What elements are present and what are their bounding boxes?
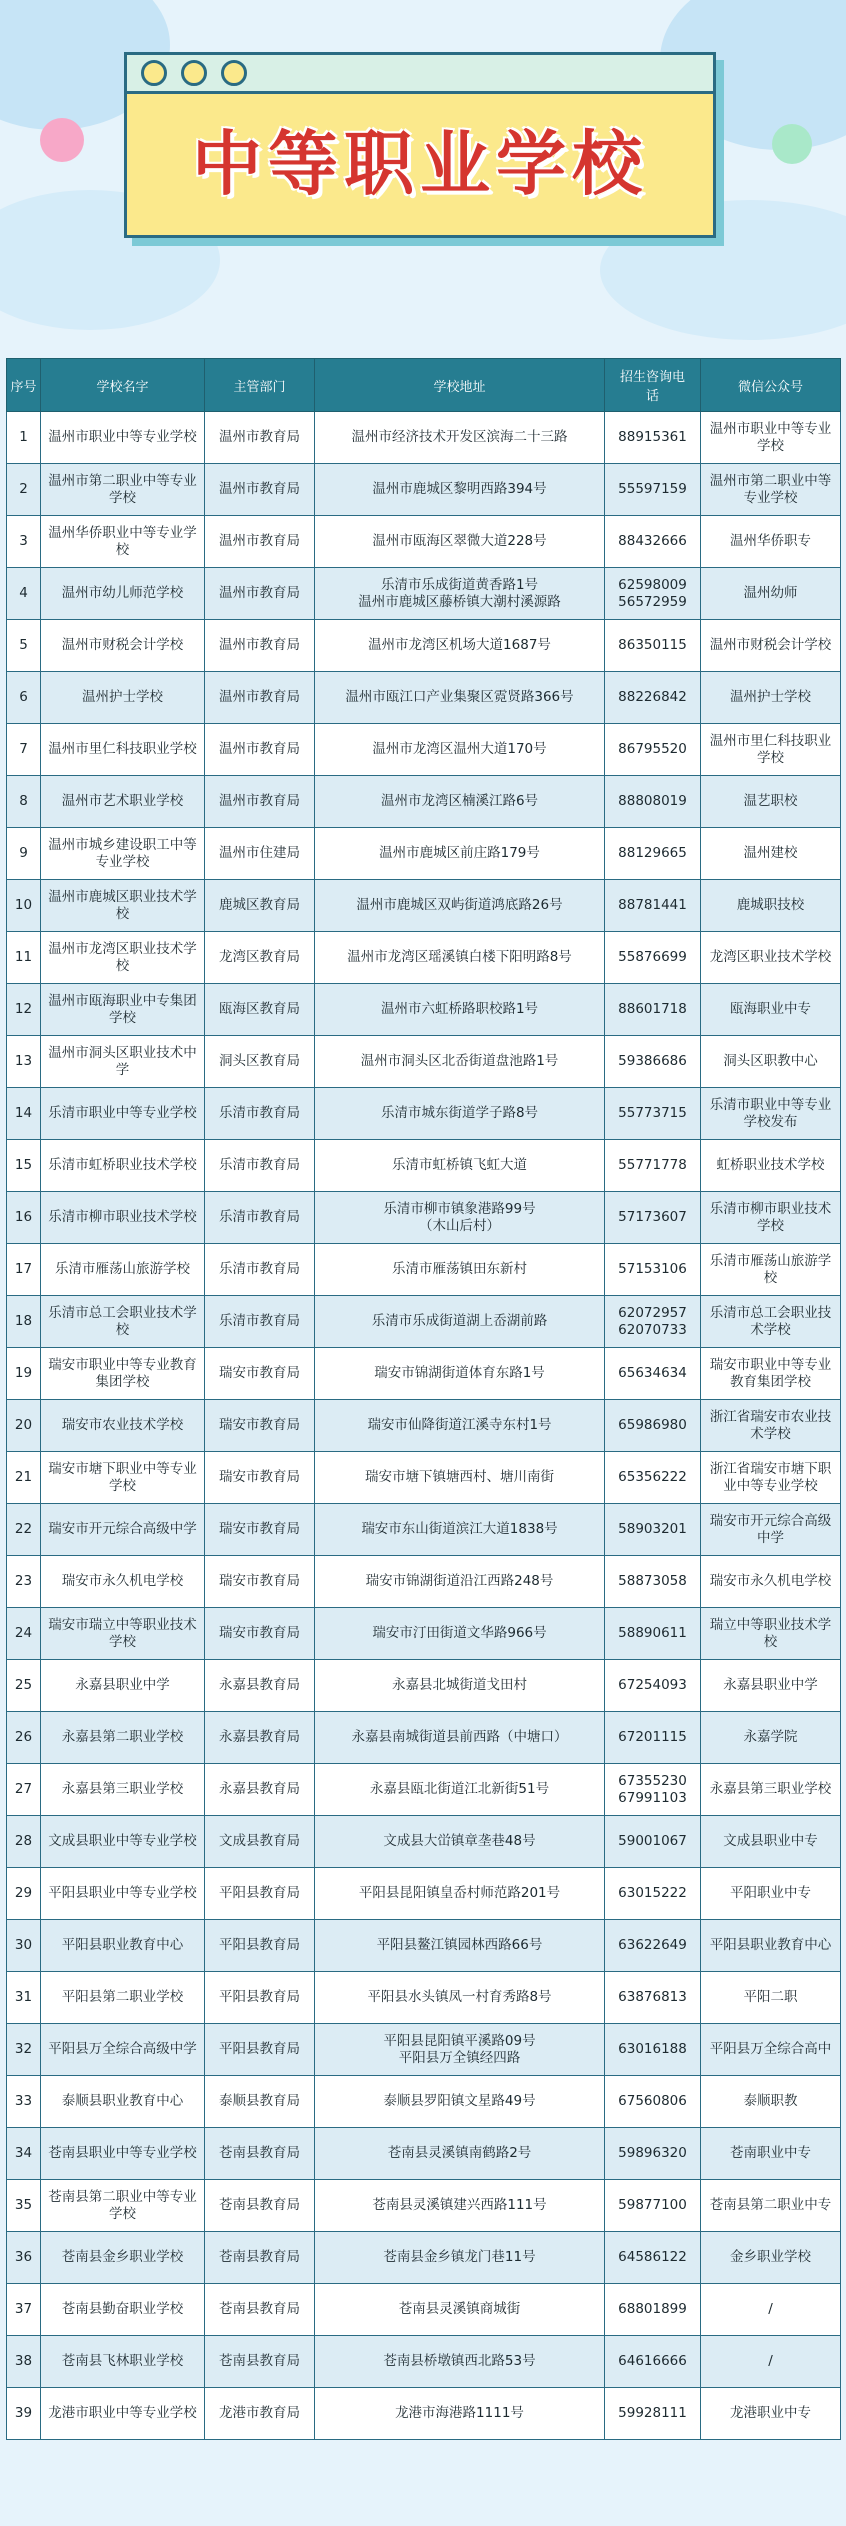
row-number-cell: 13 <box>7 1036 41 1088</box>
window-dot-icon <box>141 60 167 86</box>
address-cell: 乐清市乐成街道湖上岙湖前路 <box>315 1296 605 1348</box>
school-name-cell: 温州市里仁科技职业学校 <box>41 724 205 776</box>
table-row <box>7 1504 841 1556</box>
wechat-account-cell: 温州幼师 <box>701 568 841 620</box>
school-name-cell: 温州市城乡建设职工中等专业学校 <box>41 828 205 880</box>
department-cell: 苍南县教育局 <box>205 2336 315 2388</box>
wechat-account-cell: 乐清市总工会职业技术学校 <box>701 1296 841 1348</box>
department-cell: 泰顺县教育局 <box>205 2076 315 2128</box>
header-dept: 主管部门 <box>205 359 315 412</box>
table-row <box>7 2336 841 2388</box>
table-row <box>7 2076 841 2128</box>
row-number-cell: 8 <box>7 776 41 828</box>
department-cell: 温州市教育局 <box>205 776 315 828</box>
phone-cell: 63622649 <box>605 1920 701 1972</box>
wechat-account-cell: 平阳县万全综合高中 <box>701 2024 841 2076</box>
wechat-account-cell: 文成县职业中专 <box>701 1816 841 1868</box>
school-name-cell: 龙港市职业中等专业学校 <box>41 2388 205 2440</box>
school-name-cell: 温州华侨职业中等专业学校 <box>41 516 205 568</box>
school-name-cell: 乐清市总工会职业技术学校 <box>41 1296 205 1348</box>
address-cell: 温州市龙湾区机场大道1687号 <box>315 620 605 672</box>
wechat-account-cell: 平阳职业中专 <box>701 1868 841 1920</box>
address-cell: 瑞安市塘下镇塘西村、塘川南街 <box>315 1452 605 1504</box>
school-name-cell: 温州市鹿城区职业技术学校 <box>41 880 205 932</box>
address-cell: 乐清市乐成街道黄香路1号 温州市鹿城区藤桥镇大潮村溪源路 <box>315 568 605 620</box>
department-cell: 平阳县教育局 <box>205 1868 315 1920</box>
table-row <box>7 984 841 1036</box>
school-name-cell: 乐清市虹桥职业技术学校 <box>41 1140 205 1192</box>
department-cell: 乐清市教育局 <box>205 1244 315 1296</box>
department-cell: 乐清市教育局 <box>205 1296 315 1348</box>
wechat-account-cell: 永嘉县职业中学 <box>701 1660 841 1712</box>
header-address: 学校地址 <box>315 359 605 412</box>
header-name: 学校名字 <box>41 359 205 412</box>
phone-cell: 65986980 <box>605 1400 701 1452</box>
row-number-cell: 32 <box>7 2024 41 2076</box>
table-row <box>7 724 841 776</box>
address-cell: 瑞安市锦湖街道体育东路1号 <box>315 1348 605 1400</box>
wechat-account-cell: 乐清市雁荡山旅游学校 <box>701 1244 841 1296</box>
school-name-cell: 泰顺县职业教育中心 <box>41 2076 205 2128</box>
phone-cell: 88226842 <box>605 672 701 724</box>
address-cell: 温州市鹿城区前庄路179号 <box>315 828 605 880</box>
school-name-cell: 文成县职业中等专业学校 <box>41 1816 205 1868</box>
phone-cell: 59386686 <box>605 1036 701 1088</box>
wechat-account-cell: 乐清市柳市职业技术学校 <box>701 1192 841 1244</box>
phone-cell: 59001067 <box>605 1816 701 1868</box>
table-row <box>7 1660 841 1712</box>
phone-cell: 58903201 <box>605 1504 701 1556</box>
table-row <box>7 1348 841 1400</box>
address-cell: 温州市龙湾区温州大道170号 <box>315 724 605 776</box>
table-row <box>7 828 841 880</box>
address-cell: 平阳县鳌江镇园林西路66号 <box>315 1920 605 1972</box>
header-phone: 招生咨询电话 <box>605 359 701 412</box>
school-name-cell: 永嘉县第二职业学校 <box>41 1712 205 1764</box>
wechat-account-cell: 温州市里仁科技职业学校 <box>701 724 841 776</box>
table-row <box>7 1712 841 1764</box>
department-cell: 温州市教育局 <box>205 620 315 672</box>
table-row <box>7 672 841 724</box>
department-cell: 瑞安市教育局 <box>205 1608 315 1660</box>
address-cell: 温州市洞头区北岙街道盘池路1号 <box>315 1036 605 1088</box>
row-number-cell: 36 <box>7 2232 41 2284</box>
table-row <box>7 464 841 516</box>
department-cell: 瑞安市教育局 <box>205 1452 315 1504</box>
phone-cell: 57173607 <box>605 1192 701 1244</box>
address-cell: 温州市瓯海区翠微大道228号 <box>315 516 605 568</box>
wechat-account-cell: 瑞安市职业中等专业教育集团学校 <box>701 1348 841 1400</box>
address-cell: 瑞安市锦湖街道沿江西路248号 <box>315 1556 605 1608</box>
wechat-account-cell: 瓯海职业中专 <box>701 984 841 1036</box>
green-bubble <box>772 124 812 164</box>
table-row <box>7 1764 841 1816</box>
row-number-cell: 2 <box>7 464 41 516</box>
phone-cell: 67560806 <box>605 2076 701 2128</box>
table-body <box>7 412 841 2440</box>
row-number-cell: 20 <box>7 1400 41 1452</box>
wechat-account-cell: 瑞立中等职业技术学校 <box>701 1608 841 1660</box>
wechat-account-cell: 温艺职校 <box>701 776 841 828</box>
school-name-cell: 温州市幼儿师范学校 <box>41 568 205 620</box>
address-cell: 苍南县灵溪镇建兴西路111号 <box>315 2180 605 2232</box>
wechat-account-cell: 虹桥职业技术学校 <box>701 1140 841 1192</box>
school-name-cell: 乐清市职业中等专业学校 <box>41 1088 205 1140</box>
table-row <box>7 2388 841 2440</box>
table-row <box>7 1036 841 1088</box>
table-row <box>7 620 841 672</box>
phone-cell: 55773715 <box>605 1088 701 1140</box>
table-row <box>7 568 841 620</box>
department-cell: 苍南县教育局 <box>205 2180 315 2232</box>
phone-cell: 88432666 <box>605 516 701 568</box>
table-row <box>7 1556 841 1608</box>
school-name-cell: 乐清市柳市职业技术学校 <box>41 1192 205 1244</box>
row-number-cell: 29 <box>7 1868 41 1920</box>
phone-cell: 63016188 <box>605 2024 701 2076</box>
department-cell: 鹿城区教育局 <box>205 880 315 932</box>
header-no: 序号 <box>7 359 41 412</box>
department-cell: 温州市住建局 <box>205 828 315 880</box>
row-number-cell: 31 <box>7 1972 41 2024</box>
phone-cell: 88601718 <box>605 984 701 1036</box>
row-number-cell: 28 <box>7 1816 41 1868</box>
address-cell: 文成县大峃镇章垄巷48号 <box>315 1816 605 1868</box>
row-number-cell: 7 <box>7 724 41 776</box>
address-cell: 苍南县桥墩镇西北路53号 <box>315 2336 605 2388</box>
header-wechat: 微信公众号 <box>701 359 841 412</box>
department-cell: 瓯海区教育局 <box>205 984 315 1036</box>
phone-cell: 55771778 <box>605 1140 701 1192</box>
table-row <box>7 1088 841 1140</box>
school-name-cell: 瑞安市瑞立中等职业技术学校 <box>41 1608 205 1660</box>
department-cell: 瑞安市教育局 <box>205 1556 315 1608</box>
phone-cell: 65356222 <box>605 1452 701 1504</box>
address-cell: 温州市鹿城区黎明西路394号 <box>315 464 605 516</box>
department-cell: 洞头区教育局 <box>205 1036 315 1088</box>
address-cell: 泰顺县罗阳镇文星路49号 <box>315 2076 605 2128</box>
table-row <box>7 516 841 568</box>
wechat-account-cell: 平阳县职业教育中心 <box>701 1920 841 1972</box>
phone-cell: 67254093 <box>605 1660 701 1712</box>
department-cell: 龙港市教育局 <box>205 2388 315 2440</box>
department-cell: 平阳县教育局 <box>205 1972 315 2024</box>
phone-cell: 55597159 <box>605 464 701 516</box>
row-number-cell: 21 <box>7 1452 41 1504</box>
phone-cell: 67355230 67991103 <box>605 1764 701 1816</box>
row-number-cell: 5 <box>7 620 41 672</box>
department-cell: 苍南县教育局 <box>205 2284 315 2336</box>
wechat-account-cell: 浙江省瑞安市塘下职业中等专业学校 <box>701 1452 841 1504</box>
wechat-account-cell: 温州市职业中等专业学校 <box>701 412 841 464</box>
row-number-cell: 4 <box>7 568 41 620</box>
address-cell: 乐清市柳市镇象港路99号 （木山后村） <box>315 1192 605 1244</box>
wechat-account-cell: 温州护士学校 <box>701 672 841 724</box>
row-number-cell: 15 <box>7 1140 41 1192</box>
department-cell: 乐清市教育局 <box>205 1088 315 1140</box>
phone-cell: 88129665 <box>605 828 701 880</box>
school-name-cell: 平阳县职业中等专业学校 <box>41 1868 205 1920</box>
row-number-cell: 33 <box>7 2076 41 2128</box>
department-cell: 龙湾区教育局 <box>205 932 315 984</box>
table-row <box>7 1244 841 1296</box>
school-name-cell: 瑞安市开元综合高级中学 <box>41 1504 205 1556</box>
phone-cell: 63876813 <box>605 1972 701 2024</box>
address-cell: 平阳县水头镇凤一村育秀路8号 <box>315 1972 605 2024</box>
table-row <box>7 1140 841 1192</box>
address-cell: 永嘉县瓯北街道江北新街51号 <box>315 1764 605 1816</box>
school-table <box>6 358 841 2440</box>
address-cell: 永嘉县南城街道县前西路（中塘口） <box>315 1712 605 1764</box>
table-row <box>7 1972 841 2024</box>
table-row <box>7 2128 841 2180</box>
school-name-cell: 温州市瓯海职业中专集团学校 <box>41 984 205 1036</box>
address-cell: 乐清市城东街道学子路8号 <box>315 1088 605 1140</box>
department-cell: 苍南县教育局 <box>205 2232 315 2284</box>
department-cell: 瑞安市教育局 <box>205 1400 315 1452</box>
row-number-cell: 38 <box>7 2336 41 2388</box>
table-row <box>7 412 841 464</box>
wechat-account-cell: 永嘉学院 <box>701 1712 841 1764</box>
school-name-cell: 苍南县勤奋职业学校 <box>41 2284 205 2336</box>
address-cell: 苍南县灵溪镇商城街 <box>315 2284 605 2336</box>
wechat-account-cell: 温州市第二职业中等专业学校 <box>701 464 841 516</box>
page-title: 中等职业学校 <box>192 123 648 205</box>
phone-cell: 55876699 <box>605 932 701 984</box>
department-cell: 文成县教育局 <box>205 1816 315 1868</box>
address-cell: 乐清市雁荡镇田东新村 <box>315 1244 605 1296</box>
wechat-account-cell: 苍南职业中专 <box>701 2128 841 2180</box>
department-cell: 温州市教育局 <box>205 724 315 776</box>
school-name-cell: 苍南县职业中等专业学校 <box>41 2128 205 2180</box>
department-cell: 苍南县教育局 <box>205 2128 315 2180</box>
address-cell: 瑞安市仙降街道江溪寺东村1号 <box>315 1400 605 1452</box>
table-row <box>7 1452 841 1504</box>
address-cell: 温州市瓯江口产业集聚区霓贤路366号 <box>315 672 605 724</box>
school-name-cell: 温州市第二职业中等专业学校 <box>41 464 205 516</box>
phone-cell: 63015222 <box>605 1868 701 1920</box>
table-row <box>7 1400 841 1452</box>
department-cell: 永嘉县教育局 <box>205 1764 315 1816</box>
phone-cell: 64616666 <box>605 2336 701 2388</box>
title-banner <box>124 52 716 238</box>
phone-cell: 68801899 <box>605 2284 701 2336</box>
department-cell: 温州市教育局 <box>205 516 315 568</box>
table-row <box>7 880 841 932</box>
row-number-cell: 11 <box>7 932 41 984</box>
wechat-account-cell: / <box>701 2336 841 2388</box>
phone-cell: 59877100 <box>605 2180 701 2232</box>
address-cell: 温州市经济技术开发区滨海二十三路 <box>315 412 605 464</box>
phone-cell: 64586122 <box>605 2232 701 2284</box>
phone-cell: 62072957 62070733 <box>605 1296 701 1348</box>
wechat-account-cell: 洞头区职教中心 <box>701 1036 841 1088</box>
wechat-account-cell: 泰顺职教 <box>701 2076 841 2128</box>
window-dot-icon <box>181 60 207 86</box>
school-name-cell: 苍南县金乡职业学校 <box>41 2232 205 2284</box>
table-row <box>7 932 841 984</box>
row-number-cell: 25 <box>7 1660 41 1712</box>
address-cell: 温州市龙湾区瑶溪镇白楼下阳明路8号 <box>315 932 605 984</box>
row-number-cell: 23 <box>7 1556 41 1608</box>
row-number-cell: 9 <box>7 828 41 880</box>
school-name-cell: 永嘉县第三职业学校 <box>41 1764 205 1816</box>
table-row <box>7 1296 841 1348</box>
row-number-cell: 18 <box>7 1296 41 1348</box>
window-dot-icon <box>221 60 247 86</box>
school-name-cell: 平阳县第二职业学校 <box>41 1972 205 2024</box>
phone-cell: 86350115 <box>605 620 701 672</box>
school-name-cell: 乐清市雁荡山旅游学校 <box>41 1244 205 1296</box>
phone-cell: 58873058 <box>605 1556 701 1608</box>
phone-cell: 59896320 <box>605 2128 701 2180</box>
department-cell: 乐清市教育局 <box>205 1192 315 1244</box>
school-name-cell: 永嘉县职业中学 <box>41 1660 205 1712</box>
table-row <box>7 1868 841 1920</box>
row-number-cell: 24 <box>7 1608 41 1660</box>
row-number-cell: 19 <box>7 1348 41 1400</box>
department-cell: 乐清市教育局 <box>205 1140 315 1192</box>
school-name-cell: 苍南县第二职业中等专业学校 <box>41 2180 205 2232</box>
phone-cell: 88915361 <box>605 412 701 464</box>
wechat-account-cell: 龙港职业中专 <box>701 2388 841 2440</box>
wechat-account-cell: 瑞安市开元综合高级中学 <box>701 1504 841 1556</box>
row-number-cell: 22 <box>7 1504 41 1556</box>
wechat-account-cell: 金乡职业学校 <box>701 2232 841 2284</box>
wechat-account-cell: 鹿城职技校 <box>701 880 841 932</box>
address-cell: 乐清市虹桥镇飞虹大道 <box>315 1140 605 1192</box>
row-number-cell: 30 <box>7 1920 41 1972</box>
address-cell: 瑞安市汀田街道文华路966号 <box>315 1608 605 1660</box>
school-name-cell: 瑞安市职业中等专业教育集团学校 <box>41 1348 205 1400</box>
school-name-cell: 温州市职业中等专业学校 <box>41 412 205 464</box>
row-number-cell: 16 <box>7 1192 41 1244</box>
phone-cell: 67201115 <box>605 1712 701 1764</box>
row-number-cell: 6 <box>7 672 41 724</box>
wechat-account-cell: 温州建校 <box>701 828 841 880</box>
row-number-cell: 17 <box>7 1244 41 1296</box>
address-cell: 永嘉县北城街道戈田村 <box>315 1660 605 1712</box>
school-name-cell: 温州市艺术职业学校 <box>41 776 205 828</box>
table-row <box>7 2284 841 2336</box>
department-cell: 温州市教育局 <box>205 568 315 620</box>
address-cell: 苍南县灵溪镇南鹤路2号 <box>315 2128 605 2180</box>
school-name-cell: 温州护士学校 <box>41 672 205 724</box>
address-cell: 温州市六虹桥路职校路1号 <box>315 984 605 1036</box>
table-header-row <box>7 359 841 412</box>
school-name-cell: 温州市洞头区职业技术中学 <box>41 1036 205 1088</box>
wechat-account-cell: 温州华侨职专 <box>701 516 841 568</box>
phone-cell: 86795520 <box>605 724 701 776</box>
department-cell: 永嘉县教育局 <box>205 1660 315 1712</box>
wechat-account-cell: 乐清市职业中等专业学校发布 <box>701 1088 841 1140</box>
row-number-cell: 34 <box>7 2128 41 2180</box>
wechat-account-cell: 温州市财税会计学校 <box>701 620 841 672</box>
department-cell: 永嘉县教育局 <box>205 1712 315 1764</box>
row-number-cell: 35 <box>7 2180 41 2232</box>
school-name-cell: 温州市财税会计学校 <box>41 620 205 672</box>
wechat-account-cell: 苍南县第二职业中专 <box>701 2180 841 2232</box>
row-number-cell: 27 <box>7 1764 41 1816</box>
department-cell: 温州市教育局 <box>205 672 315 724</box>
phone-cell: 88781441 <box>605 880 701 932</box>
table-row <box>7 2180 841 2232</box>
wechat-account-cell: 瑞安市永久机电学校 <box>701 1556 841 1608</box>
wechat-account-cell: 龙湾区职业技术学校 <box>701 932 841 984</box>
table-row <box>7 1816 841 1868</box>
phone-cell: 57153106 <box>605 1244 701 1296</box>
table-row <box>7 1920 841 1972</box>
address-cell: 温州市龙湾区楠溪江路6号 <box>315 776 605 828</box>
address-cell: 平阳县昆阳镇平溪路09号 平阳县万全镇经四路 <box>315 2024 605 2076</box>
table-row <box>7 1192 841 1244</box>
table-row <box>7 776 841 828</box>
pink-bubble <box>40 118 84 162</box>
address-cell: 温州市鹿城区双屿街道鸿底路26号 <box>315 880 605 932</box>
address-cell: 瑞安市东山街道滨江大道1838号 <box>315 1504 605 1556</box>
wechat-account-cell: / <box>701 2284 841 2336</box>
department-cell: 温州市教育局 <box>205 412 315 464</box>
row-number-cell: 1 <box>7 412 41 464</box>
phone-cell: 88808019 <box>605 776 701 828</box>
table-row <box>7 2232 841 2284</box>
row-number-cell: 37 <box>7 2284 41 2336</box>
phone-cell: 65634634 <box>605 1348 701 1400</box>
department-cell: 温州市教育局 <box>205 464 315 516</box>
row-number-cell: 14 <box>7 1088 41 1140</box>
phone-cell: 59928111 <box>605 2388 701 2440</box>
department-cell: 瑞安市教育局 <box>205 1348 315 1400</box>
wechat-account-cell: 平阳二职 <box>701 1972 841 2024</box>
wechat-account-cell: 永嘉县第三职业学校 <box>701 1764 841 1816</box>
row-number-cell: 12 <box>7 984 41 1036</box>
banner-window-bar <box>127 55 713 94</box>
address-cell: 苍南县金乡镇龙门巷11号 <box>315 2232 605 2284</box>
school-name-cell: 苍南县飞林职业学校 <box>41 2336 205 2388</box>
department-cell: 平阳县教育局 <box>205 2024 315 2076</box>
school-name-cell: 瑞安市农业技术学校 <box>41 1400 205 1452</box>
phone-cell: 58890611 <box>605 1608 701 1660</box>
wechat-account-cell: 浙江省瑞安市农业技术学校 <box>701 1400 841 1452</box>
school-name-cell: 温州市龙湾区职业技术学校 <box>41 932 205 984</box>
address-cell: 龙港市海港路1111号 <box>315 2388 605 2440</box>
school-name-cell: 瑞安市塘下职业中等专业学校 <box>41 1452 205 1504</box>
table-row <box>7 1608 841 1660</box>
school-name-cell: 平阳县万全综合高级中学 <box>41 2024 205 2076</box>
school-name-cell: 瑞安市永久机电学校 <box>41 1556 205 1608</box>
row-number-cell: 39 <box>7 2388 41 2440</box>
row-number-cell: 10 <box>7 880 41 932</box>
department-cell: 平阳县教育局 <box>205 1920 315 1972</box>
row-number-cell: 3 <box>7 516 41 568</box>
row-number-cell: 26 <box>7 1712 41 1764</box>
phone-cell: 62598009 56572959 <box>605 568 701 620</box>
school-name-cell: 平阳县职业教育中心 <box>41 1920 205 1972</box>
address-cell: 平阳县昆阳镇皇岙村师范路201号 <box>315 1868 605 1920</box>
department-cell: 瑞安市教育局 <box>205 1504 315 1556</box>
table-row <box>7 2024 841 2076</box>
